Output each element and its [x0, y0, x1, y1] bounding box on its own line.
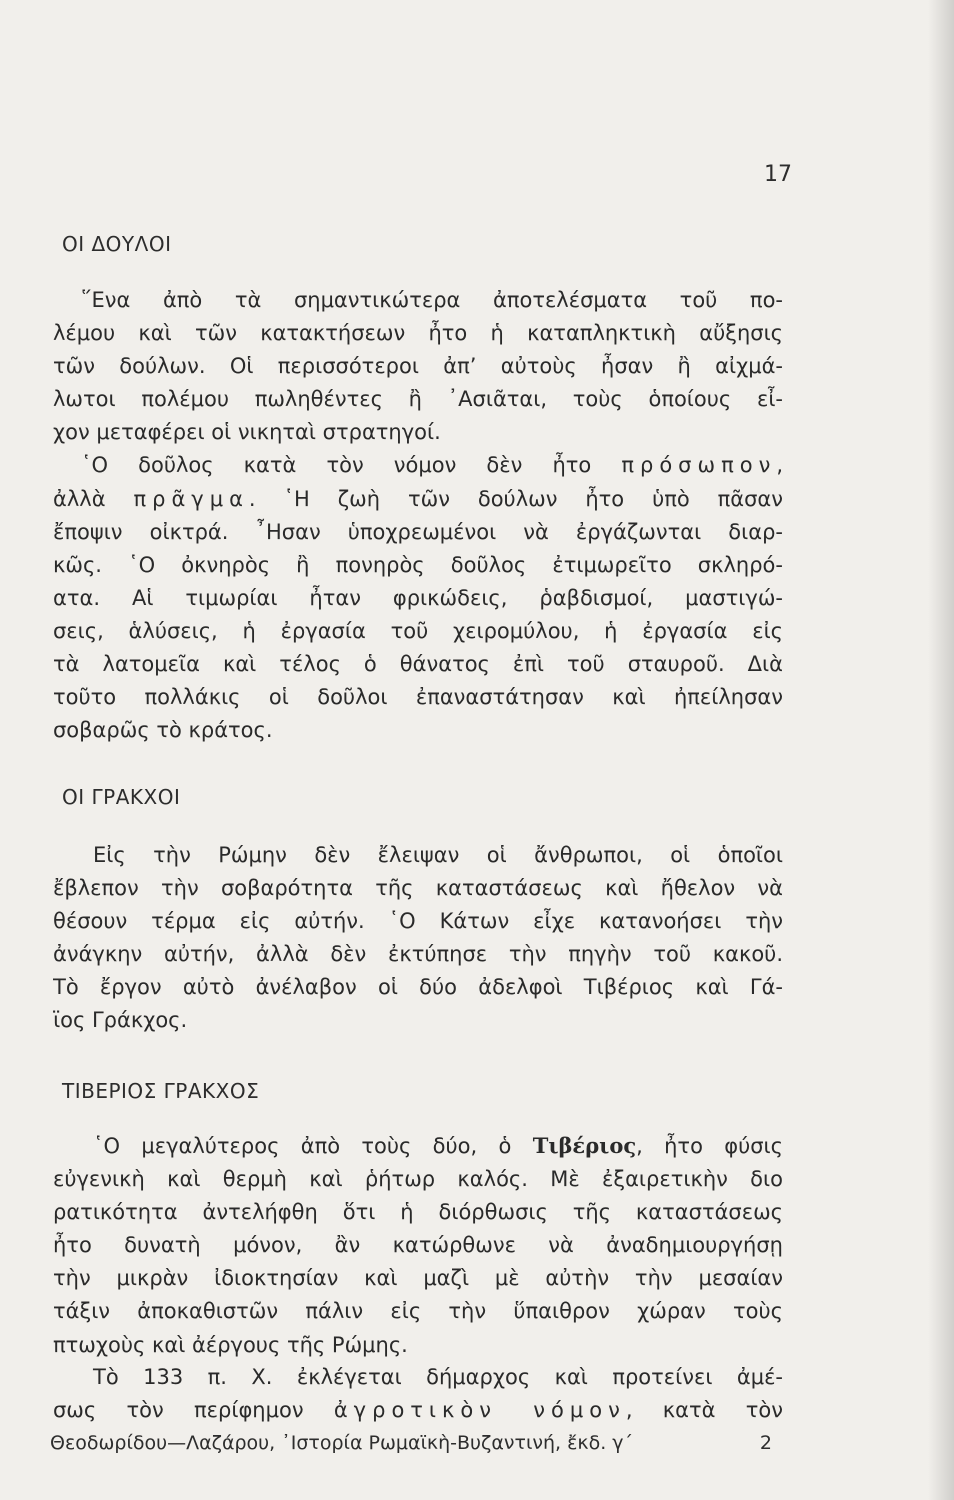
section-heading-slaves: ΟΙ ΔΟΥΛΟΙ [62, 232, 172, 256]
spaced-word: πρόσωπον [621, 453, 777, 478]
text-line: λωτοι πολέμου πωληθέντες ἢ ᾽Ασιᾶται, τοὺς ὁποίους εἶ- [53, 387, 783, 412]
text-line: σως τὸν περίφημον ἀγροτικὸν νόμον, κατὰ τὸν [53, 1398, 783, 1423]
signature-mark: 2 [759, 1432, 772, 1454]
text-line: τὴν μικρὰν ἰδιοκτησίαν καὶ μαζὶ μὲ αὐτὴν τὴν μεσαίαν [53, 1266, 783, 1291]
text-line: εὐγενικὴ καὶ θερμὴ καὶ ῥήτωρ καλός. Μὲ ἐξαιρετικὴν διο [53, 1167, 783, 1192]
text-line: ῞Ενα ἀπὸ τὰ σημαντικώτερα ἀποτελέσματα τοῦ πο- [81, 288, 783, 312]
text-line: Τὸ ἔργον αὐτὸ ἀνέλαβον οἱ δύο ἀδελφοὶ Τιβέριος καὶ Γά- [53, 975, 783, 1000]
page-footer [50, 1432, 772, 1454]
text-line: ἔποψιν οἰκτρά. ῏Ησαν ὑποχρεωμένοι νὰ ἐργάζωνται διαρ- [53, 519, 783, 544]
text-line: θέσουν τέρμα εἰς αὐτήν. ῾Ο Κάτων εἶχε κατανοήσει τὴν [53, 909, 783, 934]
spaced-word: πρᾶγμα [133, 486, 249, 511]
paragraph-tiberius [53, 1129, 783, 1362]
text-line: Τὸ 133 π. Χ. ἐκλέγεται δήμαρχος καὶ προτείνει ἀμέ- [93, 1365, 783, 1389]
text-line: τὰ λατομεῖα καὶ τέλος ὁ θάνατος ἐπὶ τοῦ σταυροῦ. Διὰ [53, 652, 783, 677]
text-line: ῾Ο δοῦλος κατὰ τὸν νόμον δὲν ἦτο πρόσωπον, [81, 453, 783, 478]
text-line: ἀλλὰ πρᾶγμα. ῾Η ζωὴ τῶν δούλων ἦτο ὑπὸ πᾶσαν [53, 486, 783, 511]
text-line: κῶς. ῾Ο ὀκνηρὸς ἢ πονηρὸς δοῦλος ἐτιμωρεῖτο σκληρό- [53, 552, 783, 577]
paragraph-gracchi [53, 839, 783, 1038]
text-line: ἀνάγκην αὐτήν, ἀλλὰ δὲν ἐκτύπησε τὴν πηγὴν τοῦ κακοῦ. [53, 942, 783, 967]
text-line: τάξιν ἀποκαθιστῶν πάλιν εἰς τὴν ὕπαιθρον χώραν τοὺς [53, 1299, 783, 1324]
text-line: σοβαρῶς τὸ κράτος. [53, 718, 273, 743]
paragraph-133bc [53, 1361, 783, 1427]
text-fragment: ῾Ο δοῦλος κατὰ τὸν νόμον δὲν ἦτο [81, 453, 622, 478]
text-line: πτωχοὺς καὶ ἀέργους τῆς Ρώμης. [53, 1332, 408, 1357]
text-line: ἦτο δυνατὴ μόνον, ἂν κατώρθωνε νὰ ἀναδημιουργήσῃ [53, 1233, 783, 1258]
text-line: ἔβλεπον τὴν σοβαρότητα τῆς καταστάσεως καὶ ἤθελον νὰ [53, 876, 783, 901]
page-number: 17 [764, 162, 792, 187]
text-line: χον μεταφέρει οἱ νικηταὶ στρατηγοί. [53, 420, 441, 445]
text-line: ῾Ο μεγαλύτερος ἀπὸ τοὺς δύο, ὁ Τιβέριος, ἦτο φύσις [93, 1133, 783, 1158]
text-line: σεις, ἁλύσεις, ἡ ἐργασία τοῦ χειρομύλου, ἡ ἐργασία εἰς [53, 618, 783, 643]
text-line: λέμου καὶ τῶν κατακτήσεων ἦτο ἡ καταπληκτικὴ αὔξησις [53, 321, 783, 346]
paragraph-slaves [53, 284, 783, 747]
text-line: ρατικότητα ἀντελήφθη ὅτι ἡ διόρθωσις τῆς καταστάσεως [53, 1200, 783, 1225]
page-edge-shadow [928, 0, 954, 1500]
text-line: ατα. Αἱ τιμωρίαι ἦταν φρικώδεις, ῥαβδισμοί, μαστιγώ- [53, 585, 783, 610]
section-heading-gracchi: ΟΙ ΓΡΑΚΧΟΙ [62, 785, 181, 809]
text-line: τοῦτο πολλάκις οἱ δοῦλοι ἐπαναστάτησαν καὶ ἠπείλησαν [53, 685, 783, 710]
spaced-word: ἀγροτικὸν νόμον [333, 1398, 626, 1423]
text-line: Εἰς τὴν Ρώμην δὲν ἔλειψαν οἱ ἄνθρωποι, οἱ ὁποῖοι [93, 843, 783, 867]
text-line: ϊος Γράκχος. [53, 1008, 188, 1033]
bold-name: Τιβέριος [532, 1133, 637, 1158]
footer-citation: Θεοδωρίδου—Λαζάρου, ᾽Ιστορία Ρωμαϊκὴ-Βυζαντινή, ἔκδ. γ΄ [50, 1432, 634, 1454]
section-heading-tiberius: ΤΙΒΕΡΙΟΣ ΓΡΑΚΧΟΣ [62, 1079, 260, 1103]
text-line: τῶν δούλων. Οἱ περισσότεροι ἀπ’ αὐτοὺς ἦσαν ἢ αἰχμά- [53, 354, 783, 379]
